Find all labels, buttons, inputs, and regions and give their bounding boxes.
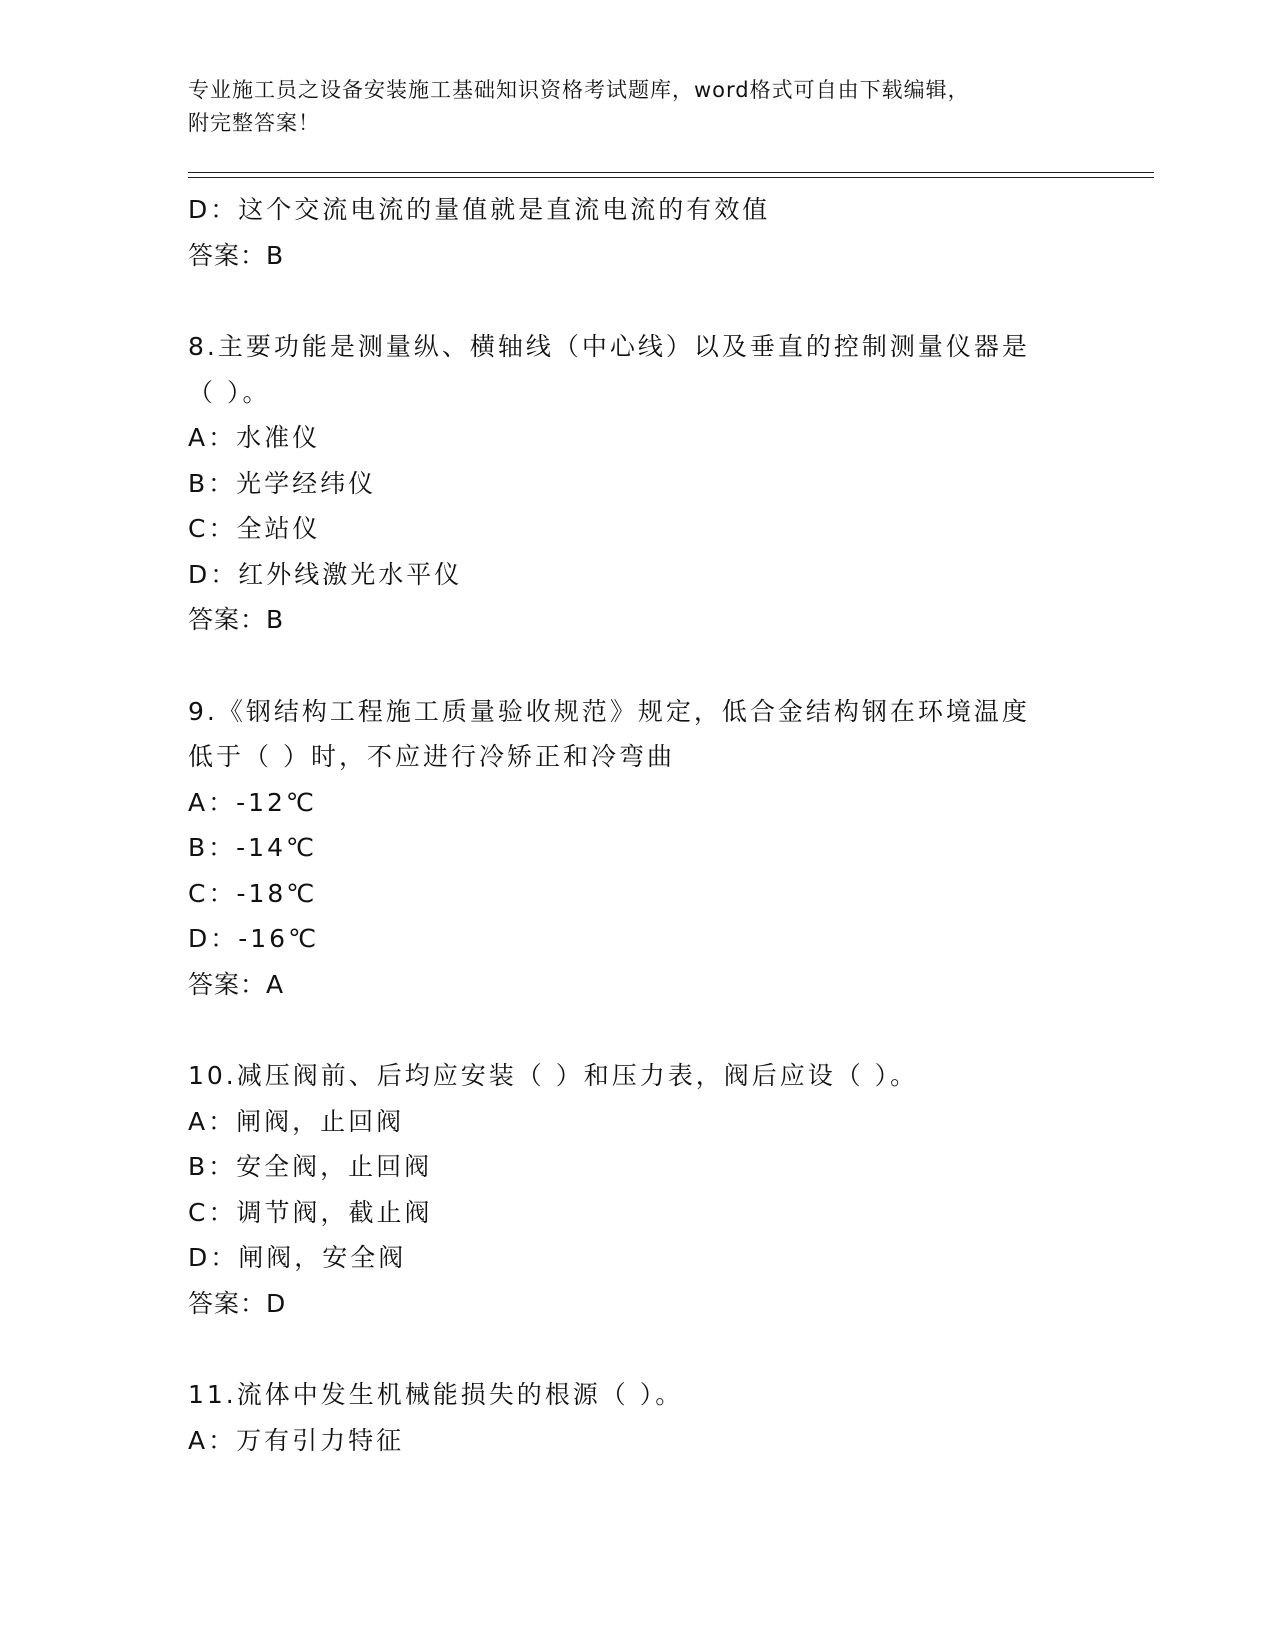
option-c: C：调节阀，截止阀	[188, 1197, 433, 1227]
header-line-1: 专业施工员之设备安装施工基础知识资格考试题库，word格式可自由下载编辑，	[188, 78, 970, 102]
question-list	[188, 187, 1148, 1463]
question-stem: 11.流体中发生机械能损失的根源（ ）。	[188, 1380, 684, 1409]
q7-answer: 答案：B	[188, 240, 285, 270]
spacer	[188, 1326, 1148, 1372]
question-10	[188, 1053, 1148, 1326]
question-stem-continued: 低于（ ）时，不应进行冷矫正和冷弯曲	[188, 742, 675, 771]
option-c: C：-18℃	[188, 878, 318, 908]
q7-option-d: D：这个交流电流的量值就是直流电流的有效值	[188, 195, 771, 224]
option-d: D：-16℃	[188, 924, 320, 953]
option-a: A：-12℃	[188, 787, 318, 817]
option-b: B：-14℃	[188, 833, 318, 862]
option-c: C：全站仪	[188, 514, 321, 543]
option-b: B：光学经纬仪	[188, 468, 377, 498]
answer: 答案：A	[188, 969, 285, 999]
question-11	[188, 1372, 1148, 1463]
question-stem: 9.《钢结构工程施工质量验收规范》规定，低合金结构钢在环境温度	[188, 696, 1030, 726]
answer: 答案：B	[188, 605, 285, 634]
header-rule-thick	[188, 172, 1154, 173]
option-a: A：万有引力特征	[188, 1425, 405, 1455]
question-9	[188, 689, 1148, 1008]
spacer	[188, 278, 1148, 324]
spacer	[188, 1007, 1148, 1053]
page-header	[188, 74, 1148, 140]
option-d: D：闸阀，安全阀	[188, 1243, 407, 1272]
option-a: A：闸阀，止回阀	[188, 1106, 405, 1136]
question-stem-continued: （ ）。	[188, 377, 271, 407]
spacer	[188, 643, 1148, 689]
header-line-2: 附完整答案！	[188, 111, 320, 135]
option-b: B：安全阀，止回阀	[188, 1152, 433, 1181]
question-stem: 8.主要功能是测量纵、横轴线（中心线）以及垂直的控制测量仪器是	[188, 332, 1030, 361]
option-a: A：水准仪	[188, 423, 321, 452]
answer: 答案：D	[188, 1288, 287, 1318]
question-stem: 10.减压阀前、后均应安装（ ）和压力表，阀后应设（ ）。	[188, 1061, 919, 1090]
option-d: D：红外线激光水平仪	[188, 559, 463, 589]
header-rule-thin	[188, 177, 1154, 178]
question-8	[188, 324, 1148, 643]
